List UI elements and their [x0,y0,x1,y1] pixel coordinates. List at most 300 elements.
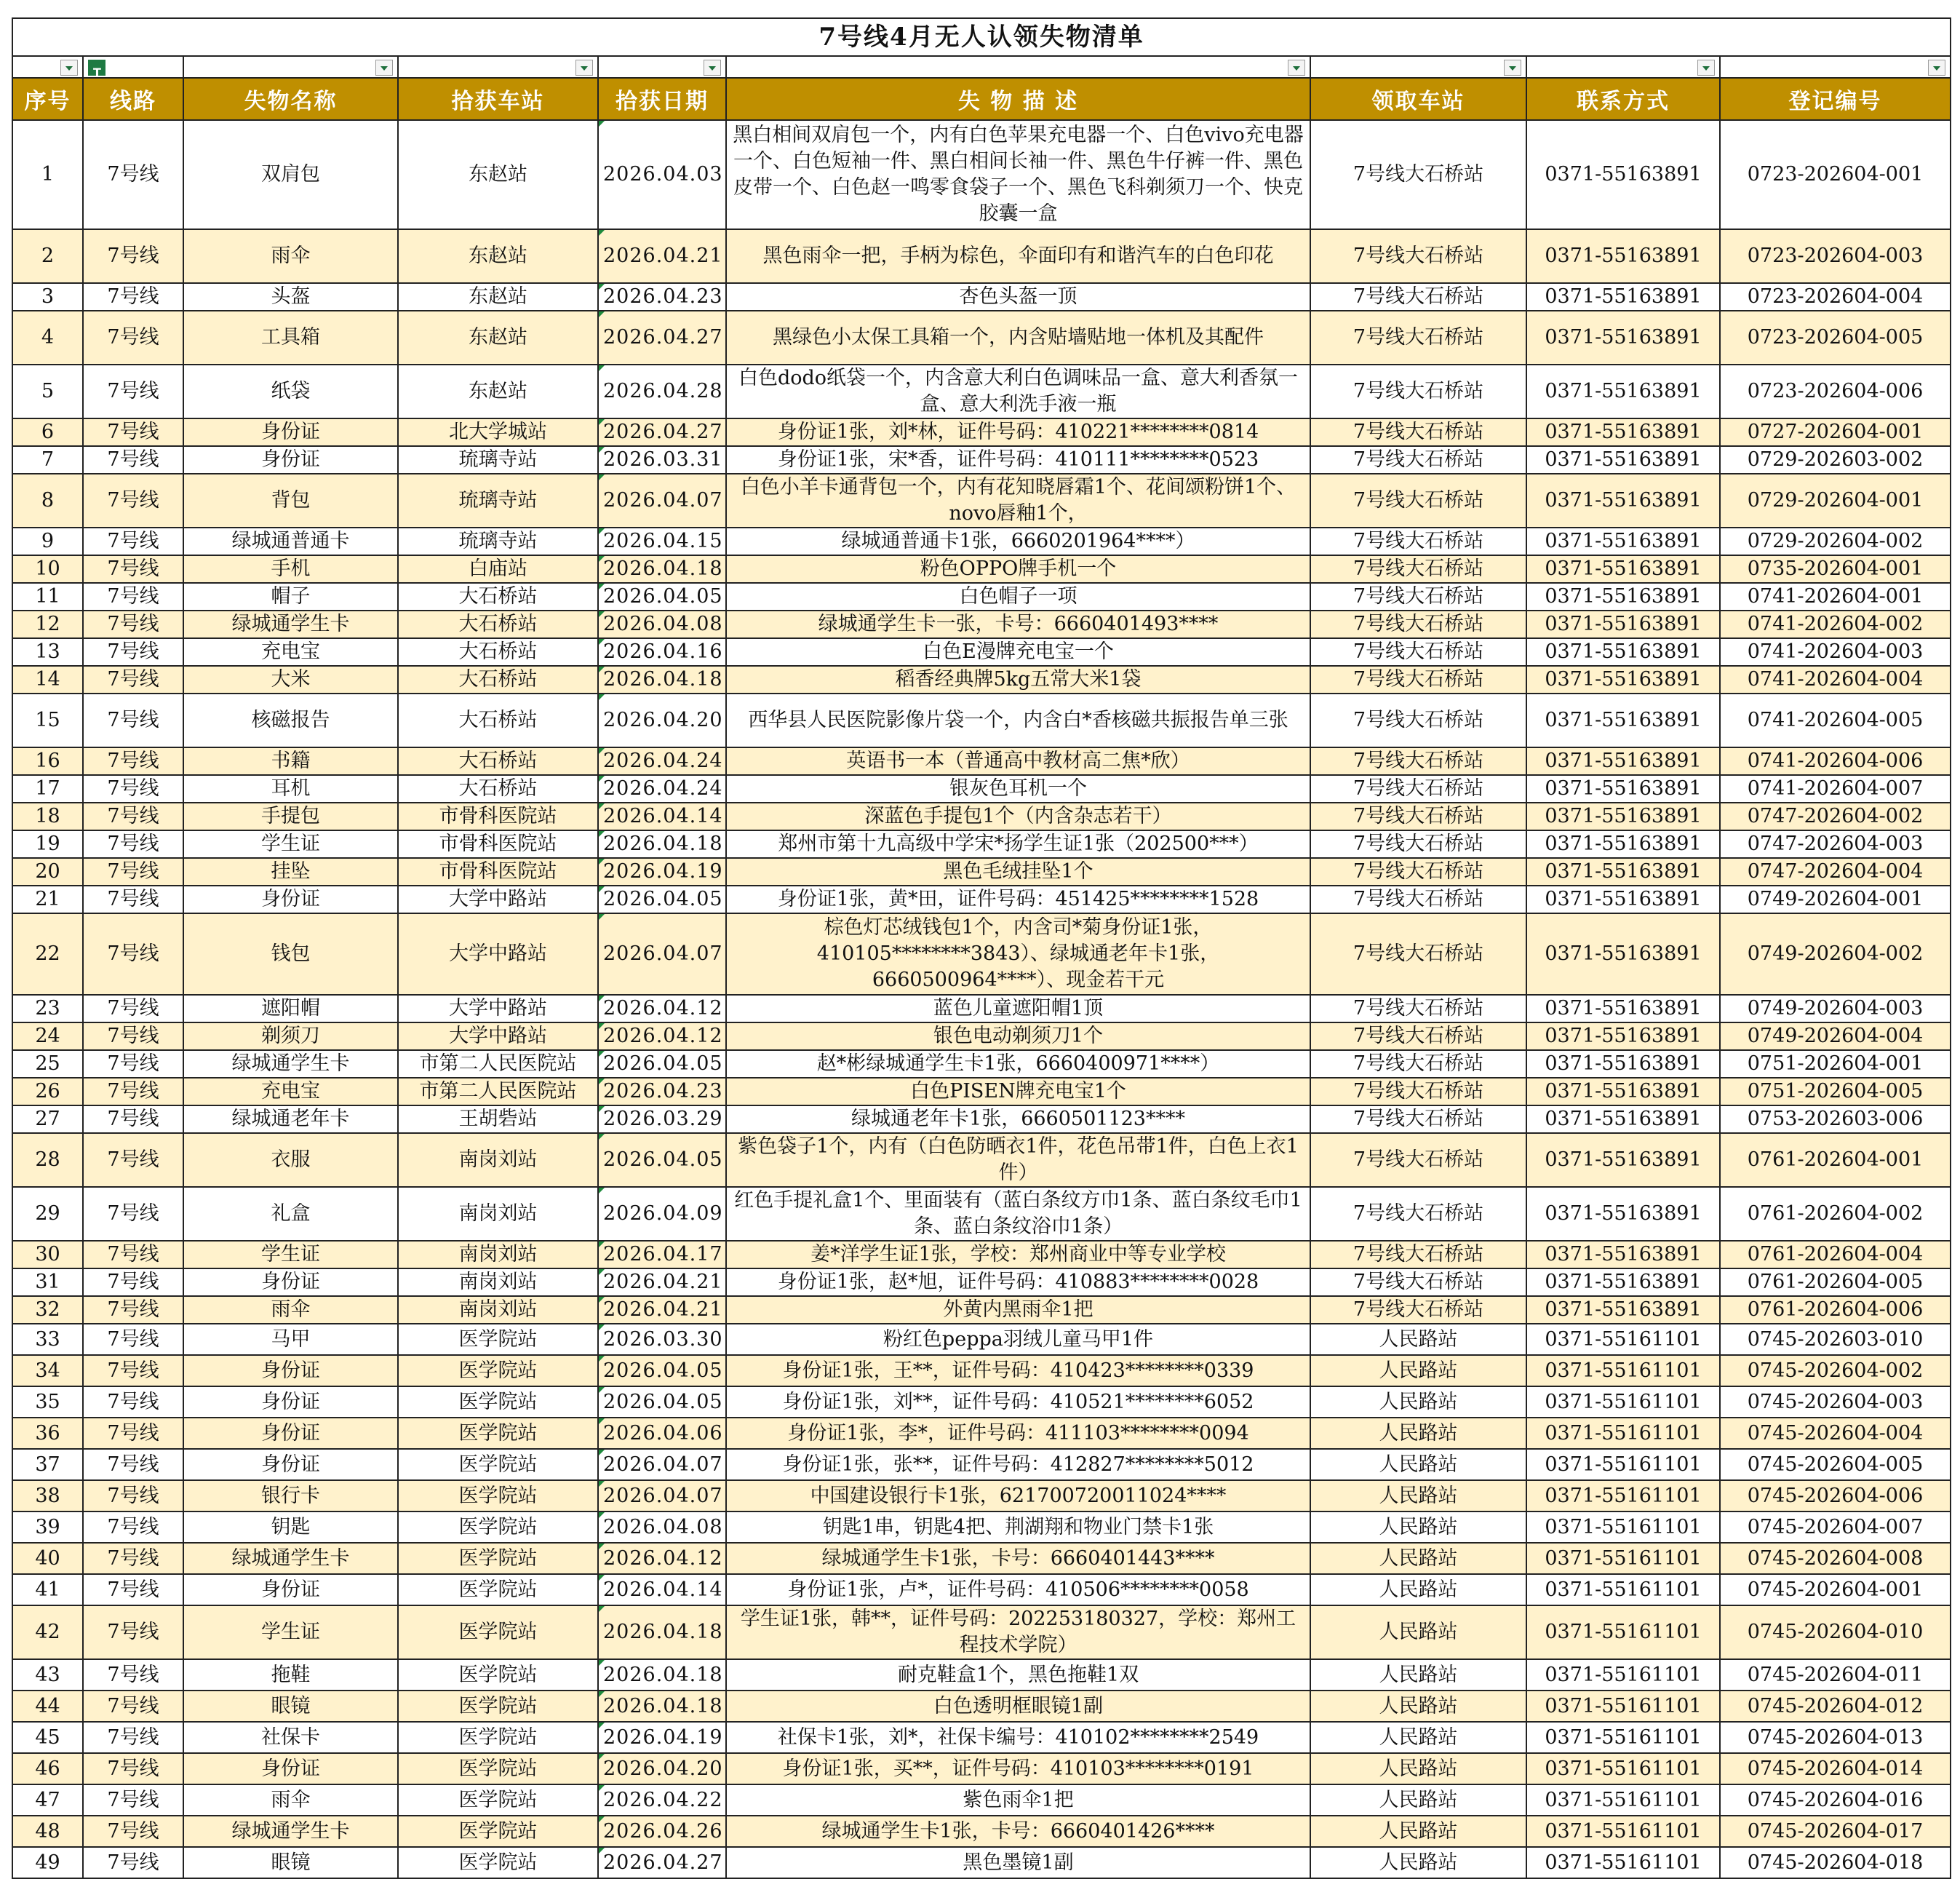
header-line[interactable]: 线路 [83,78,183,120]
cell-phone[interactable]: 0371-55161101 [1526,1847,1720,1878]
cell-line[interactable]: 7号线 [83,1050,183,1078]
cell-item[interactable]: 身份证 [183,1449,398,1480]
cell-no[interactable]: 16 [12,747,83,775]
cell-pickup[interactable]: 人民路站 [1310,1355,1526,1386]
cell-station[interactable]: 市骨科医院站 [398,830,598,858]
cell-station[interactable]: 北大学城站 [398,418,598,446]
filter-dropdown-icon[interactable] [375,60,393,76]
table-row[interactable] [12,1268,1951,1296]
cell-station[interactable]: 市骨科医院站 [398,803,598,830]
cell-station[interactable]: 医学院站 [398,1722,598,1753]
cell-date[interactable]: 2026.04.19 [598,1722,726,1753]
cell-line[interactable]: 7号线 [83,1753,183,1784]
cell-desc[interactable]: 外黄内黑雨伞1把 [726,1296,1310,1324]
cell-pickup[interactable]: 人民路站 [1310,1691,1526,1722]
table-row[interactable] [12,1753,1951,1784]
cell-phone[interactable]: 0371-55163891 [1526,1022,1720,1050]
cell-no[interactable]: 1 [12,120,83,229]
cell-phone[interactable]: 0371-55163891 [1526,995,1720,1022]
cell-desc[interactable]: 身份证1张，赵*旭，证件号码：410883********0028 [726,1268,1310,1296]
cell-desc[interactable]: 白色帽子一项 [726,583,1310,611]
cell-phone[interactable]: 0371-55161101 [1526,1386,1720,1418]
table-row[interactable] [12,1659,1951,1691]
cell-phone[interactable]: 0371-55163891 [1526,858,1720,886]
table-row[interactable] [12,1355,1951,1386]
cell-line[interactable]: 7号线 [83,1386,183,1418]
table-row[interactable] [12,830,1951,858]
cell-reg[interactable]: 0741-202604-003 [1720,638,1951,666]
table-row[interactable] [12,311,1951,365]
cell-line[interactable]: 7号线 [83,1847,183,1878]
cell-date[interactable]: 2026.04.12 [598,1543,726,1574]
cell-reg[interactable]: 0753-202603-006 [1720,1105,1951,1133]
cell-station[interactable]: 大石桥站 [398,747,598,775]
cell-no[interactable]: 17 [12,775,83,803]
cell-item[interactable]: 雨伞 [183,1296,398,1324]
table-row[interactable] [12,283,1951,311]
cell-reg[interactable]: 0729-202603-002 [1720,446,1951,474]
cell-no[interactable]: 2 [12,229,83,283]
cell-no[interactable]: 15 [12,694,83,747]
cell-pickup[interactable]: 7号线大石桥站 [1310,747,1526,775]
cell-desc[interactable]: 稻香经典牌5kg五常大米1袋 [726,666,1310,694]
cell-item[interactable]: 双肩包 [183,120,398,229]
cell-no[interactable]: 27 [12,1105,83,1133]
cell-date[interactable]: 2026.04.05 [598,886,726,913]
cell-pickup[interactable]: 7号线大石桥站 [1310,1078,1526,1105]
cell-item[interactable]: 身份证 [183,1386,398,1418]
cell-phone[interactable]: 0371-55163891 [1526,1078,1720,1105]
cell-pickup[interactable]: 7号线大石桥站 [1310,1268,1526,1296]
cell-item[interactable]: 大米 [183,666,398,694]
cell-date[interactable]: 2026.04.08 [598,1511,726,1543]
header-pickup[interactable]: 领取车站 [1310,78,1526,120]
cell-no[interactable]: 4 [12,311,83,365]
cell-no[interactable]: 34 [12,1355,83,1386]
cell-desc[interactable]: 姜*洋学生证1张，学校：郑州商业中等专业学校 [726,1241,1310,1268]
cell-item[interactable]: 马甲 [183,1324,398,1355]
cell-phone[interactable]: 0371-55161101 [1526,1418,1720,1449]
cell-station[interactable]: 大石桥站 [398,583,598,611]
cell-pickup[interactable]: 人民路站 [1310,1753,1526,1784]
cell-desc[interactable]: 深蓝色手提包1个（内含杂志若干） [726,803,1310,830]
cell-no[interactable]: 5 [12,365,83,418]
cell-phone[interactable]: 0371-55163891 [1526,120,1720,229]
cell-phone[interactable]: 0371-55163891 [1526,611,1720,638]
cell-pickup[interactable]: 人民路站 [1310,1543,1526,1574]
table-row[interactable] [12,747,1951,775]
cell-pickup[interactable]: 7号线大石桥站 [1310,830,1526,858]
cell-phone[interactable]: 0371-55161101 [1526,1691,1720,1722]
cell-pickup[interactable]: 人民路站 [1310,1449,1526,1480]
table-row[interactable] [12,528,1951,555]
cell-station[interactable]: 医学院站 [398,1480,598,1511]
table-row[interactable] [12,1386,1951,1418]
cell-no[interactable]: 11 [12,583,83,611]
cell-line[interactable]: 7号线 [83,1511,183,1543]
cell-no[interactable]: 6 [12,418,83,446]
cell-item[interactable]: 背包 [183,474,398,528]
cell-reg[interactable]: 0745-202604-005 [1720,1449,1951,1480]
cell-date[interactable]: 2026.04.28 [598,365,726,418]
cell-station[interactable]: 南岗刘站 [398,1296,598,1324]
table-row[interactable] [12,1480,1951,1511]
cell-date[interactable]: 2026.04.20 [598,694,726,747]
cell-phone[interactable]: 0371-55163891 [1526,1105,1720,1133]
cell-station[interactable]: 大学中路站 [398,1022,598,1050]
cell-phone[interactable]: 0371-55163891 [1526,1241,1720,1268]
cell-line[interactable]: 7号线 [83,229,183,283]
table-row[interactable] [12,666,1951,694]
table-row[interactable] [12,1418,1951,1449]
cell-pickup[interactable]: 7号线大石桥站 [1310,283,1526,311]
header-station[interactable]: 拾获车站 [398,78,598,120]
cell-station[interactable]: 大石桥站 [398,638,598,666]
cell-item[interactable]: 剃须刀 [183,1022,398,1050]
cell-phone[interactable]: 0371-55163891 [1526,830,1720,858]
cell-reg[interactable]: 0745-202604-012 [1720,1691,1951,1722]
cell-station[interactable]: 医学院站 [398,1386,598,1418]
cell-phone[interactable]: 0371-55161101 [1526,1605,1720,1659]
cell-no[interactable]: 48 [12,1816,83,1847]
filter-dropdown-icon[interactable] [1697,60,1715,76]
cell-date[interactable]: 2026.04.27 [598,1847,726,1878]
cell-pickup[interactable]: 7号线大石桥站 [1310,666,1526,694]
cell-desc[interactable]: 身份证1张，黄*田，证件号码：451425********1528 [726,886,1310,913]
cell-date[interactable]: 2026.03.31 [598,446,726,474]
cell-line[interactable]: 7号线 [83,886,183,913]
cell-pickup[interactable]: 人民路站 [1310,1816,1526,1847]
cell-station[interactable]: 医学院站 [398,1511,598,1543]
cell-no[interactable]: 14 [12,666,83,694]
cell-item[interactable]: 头盔 [183,283,398,311]
cell-date[interactable]: 2026.04.24 [598,775,726,803]
filter-dropdown-icon[interactable] [575,60,593,76]
cell-pickup[interactable]: 人民路站 [1310,1324,1526,1355]
cell-pickup[interactable]: 7号线大石桥站 [1310,1187,1526,1241]
cell-no[interactable]: 30 [12,1241,83,1268]
cell-reg[interactable]: 0747-202604-004 [1720,858,1951,886]
cell-desc[interactable]: 白色PISEN牌充电宝1个 [726,1078,1310,1105]
cell-no[interactable]: 21 [12,886,83,913]
cell-pickup[interactable]: 7号线大石桥站 [1310,120,1526,229]
cell-desc[interactable]: 白色透明框眼镜1副 [726,1691,1310,1722]
cell-date[interactable]: 2026.04.05 [598,1133,726,1187]
cell-pickup[interactable]: 7号线大石桥站 [1310,1296,1526,1324]
cell-station[interactable]: 东赵站 [398,229,598,283]
cell-desc[interactable]: 紫色雨伞1把 [726,1784,1310,1816]
cell-date[interactable]: 2026.04.07 [598,474,726,528]
cell-line[interactable]: 7号线 [83,1816,183,1847]
table-row[interactable] [12,638,1951,666]
cell-phone[interactable]: 0371-55161101 [1526,1324,1720,1355]
cell-line[interactable]: 7号线 [83,555,183,583]
cell-reg[interactable]: 0745-202604-013 [1720,1722,1951,1753]
cell-line[interactable]: 7号线 [83,1784,183,1816]
cell-date[interactable]: 2026.03.29 [598,1105,726,1133]
cell-item[interactable]: 遮阳帽 [183,995,398,1022]
cell-item[interactable]: 社保卡 [183,1722,398,1753]
cell-desc[interactable]: 身份证1张，卢*，证件号码：410506********0058 [726,1574,1310,1605]
table-row[interactable] [12,1078,1951,1105]
cell-phone[interactable]: 0371-55163891 [1526,583,1720,611]
cell-station[interactable]: 大学中路站 [398,995,598,1022]
cell-no[interactable]: 39 [12,1511,83,1543]
cell-phone[interactable]: 0371-55161101 [1526,1355,1720,1386]
cell-reg[interactable]: 0749-202604-004 [1720,1022,1951,1050]
cell-desc[interactable]: 粉红色peppa羽绒儿童马甲1件 [726,1324,1310,1355]
cell-pickup[interactable]: 7号线大石桥站 [1310,611,1526,638]
cell-item[interactable]: 绿城通学生卡 [183,611,398,638]
cell-station[interactable]: 大石桥站 [398,694,598,747]
cell-desc[interactable]: 学生证1张，韩**，证件号码：202253180327，学校：郑州工程技术学院） [726,1605,1310,1659]
cell-date[interactable]: 2026.04.27 [598,311,726,365]
cell-item[interactable]: 钱包 [183,913,398,995]
cell-pickup[interactable]: 7号线大石桥站 [1310,365,1526,418]
cell-phone[interactable]: 0371-55161101 [1526,1816,1720,1847]
cell-date[interactable]: 2026.03.30 [598,1324,726,1355]
cell-no[interactable]: 22 [12,913,83,995]
table-row[interactable] [12,120,1951,229]
cell-reg[interactable]: 0723-202604-006 [1720,365,1951,418]
cell-date[interactable]: 2026.04.12 [598,995,726,1022]
cell-date[interactable]: 2026.04.14 [598,803,726,830]
cell-item[interactable]: 身份证 [183,1753,398,1784]
cell-desc[interactable]: 蓝色儿童遮阳帽1顶 [726,995,1310,1022]
cell-reg[interactable]: 0747-202604-002 [1720,803,1951,830]
cell-line[interactable]: 7号线 [83,1449,183,1480]
cell-date[interactable]: 2026.04.07 [598,1480,726,1511]
cell-pickup[interactable]: 人民路站 [1310,1722,1526,1753]
cell-station[interactable]: 琉璃寺站 [398,474,598,528]
cell-no[interactable]: 47 [12,1784,83,1816]
cell-item[interactable]: 工具箱 [183,311,398,365]
table-row[interactable] [12,1691,1951,1722]
cell-reg[interactable]: 0727-202604-001 [1720,418,1951,446]
cell-reg[interactable]: 0745-202604-003 [1720,1386,1951,1418]
cell-no[interactable]: 49 [12,1847,83,1878]
cell-line[interactable]: 7号线 [83,1480,183,1511]
table-row[interactable] [12,229,1951,283]
cell-desc[interactable]: 钥匙1串，钥匙4把、荆湖翔和物业门禁卡1张 [726,1511,1310,1543]
cell-date[interactable]: 2026.04.15 [598,528,726,555]
cell-line[interactable]: 7号线 [83,666,183,694]
cell-reg[interactable]: 0723-202604-004 [1720,283,1951,311]
cell-line[interactable]: 7号线 [83,1268,183,1296]
table-row[interactable] [12,1296,1951,1324]
cell-item[interactable]: 钥匙 [183,1511,398,1543]
cell-station[interactable]: 东赵站 [398,283,598,311]
cell-pickup[interactable]: 7号线大石桥站 [1310,858,1526,886]
cell-no[interactable]: 31 [12,1268,83,1296]
cell-date[interactable]: 2026.04.12 [598,1022,726,1050]
cell-reg[interactable]: 0745-202603-010 [1720,1324,1951,1355]
cell-station[interactable]: 医学院站 [398,1449,598,1480]
table-row[interactable] [12,1847,1951,1878]
cell-reg[interactable]: 0741-202604-007 [1720,775,1951,803]
cell-pickup[interactable]: 7号线大石桥站 [1310,229,1526,283]
cell-desc[interactable]: 黑色毛绒挂坠1个 [726,858,1310,886]
cell-item[interactable]: 身份证 [183,1355,398,1386]
table-row[interactable] [12,858,1951,886]
cell-phone[interactable]: 0371-55161101 [1526,1480,1720,1511]
table-row[interactable] [12,446,1951,474]
cell-station[interactable]: 南岗刘站 [398,1241,598,1268]
cell-desc[interactable]: 英语书一本（普通高中教材高二焦*欣） [726,747,1310,775]
cell-reg[interactable]: 0749-202604-003 [1720,995,1951,1022]
cell-line[interactable]: 7号线 [83,418,183,446]
cell-phone[interactable]: 0371-55163891 [1526,1050,1720,1078]
filter-dropdown-icon[interactable] [1504,60,1521,76]
cell-reg[interactable]: 0745-202604-010 [1720,1605,1951,1659]
cell-item[interactable]: 衣服 [183,1133,398,1187]
cell-item[interactable]: 学生证 [183,830,398,858]
cell-station[interactable]: 东赵站 [398,311,598,365]
cell-reg[interactable]: 0745-202604-016 [1720,1784,1951,1816]
cell-phone[interactable]: 0371-55163891 [1526,418,1720,446]
cell-pickup[interactable]: 人民路站 [1310,1784,1526,1816]
cell-pickup[interactable]: 7号线大石桥站 [1310,418,1526,446]
cell-item[interactable]: 绿城通老年卡 [183,1105,398,1133]
header-no[interactable]: 序号 [12,78,83,120]
cell-phone[interactable]: 0371-55163891 [1526,775,1720,803]
cell-station[interactable]: 市第二人民医院站 [398,1078,598,1105]
cell-phone[interactable]: 0371-55161101 [1526,1659,1720,1691]
cell-date[interactable]: 2026.04.20 [598,1753,726,1784]
cell-desc[interactable]: 绿城通学生卡1张，卡号：6660401426**** [726,1816,1310,1847]
cell-desc[interactable]: 银色电动剃须刀1个 [726,1022,1310,1050]
filter-dropdown-icon[interactable] [60,60,78,76]
table-row[interactable] [12,886,1951,913]
cell-desc[interactable]: 赵*彬绿城通学生卡1张，6660400971****） [726,1050,1310,1078]
cell-no[interactable]: 44 [12,1691,83,1722]
cell-phone[interactable]: 0371-55163891 [1526,913,1720,995]
header-item[interactable]: 失物名称 [183,78,398,120]
cell-pickup[interactable]: 7号线大石桥站 [1310,474,1526,528]
cell-desc[interactable]: 身份证1张，宋*香，证件号码：410111********0523 [726,446,1310,474]
cell-station[interactable]: 医学院站 [398,1753,598,1784]
cell-no[interactable]: 3 [12,283,83,311]
cell-desc[interactable]: 红色手提礼盒1个、里面装有（蓝白条纹方巾1条、蓝白条纹毛巾1条、蓝白条纹浴巾1条） [726,1187,1310,1241]
cell-line[interactable]: 7号线 [83,1296,183,1324]
cell-no[interactable]: 12 [12,611,83,638]
cell-line[interactable]: 7号线 [83,283,183,311]
cell-line[interactable]: 7号线 [83,365,183,418]
header-reg[interactable]: 登记编号 [1720,78,1951,120]
cell-line[interactable]: 7号线 [83,311,183,365]
cell-station[interactable]: 南岗刘站 [398,1133,598,1187]
cell-station[interactable]: 医学院站 [398,1784,598,1816]
cell-line[interactable]: 7号线 [83,583,183,611]
cell-desc[interactable]: 耐克鞋盒1个，黑色拖鞋1双 [726,1659,1310,1691]
cell-date[interactable]: 2026.04.27 [598,418,726,446]
cell-reg[interactable]: 0745-202604-011 [1720,1659,1951,1691]
cell-phone[interactable]: 0371-55163891 [1526,1187,1720,1241]
cell-reg[interactable]: 0723-202604-005 [1720,311,1951,365]
cell-pickup[interactable]: 人民路站 [1310,1511,1526,1543]
cell-phone[interactable]: 0371-55163891 [1526,1296,1720,1324]
cell-reg[interactable]: 0761-202604-005 [1720,1268,1951,1296]
cell-date[interactable]: 2026.04.07 [598,913,726,995]
cell-reg[interactable]: 0761-202604-001 [1720,1133,1951,1187]
cell-no[interactable]: 7 [12,446,83,474]
cell-no[interactable]: 19 [12,830,83,858]
cell-station[interactable]: 东赵站 [398,365,598,418]
cell-date[interactable]: 2026.04.14 [598,1574,726,1605]
table-row[interactable] [12,1105,1951,1133]
table-row[interactable] [12,1511,1951,1543]
cell-item[interactable]: 书籍 [183,747,398,775]
cell-desc[interactable]: 社保卡1张，刘*，社保卡编号：410102********2549 [726,1722,1310,1753]
cell-no[interactable]: 18 [12,803,83,830]
cell-phone[interactable]: 0371-55163891 [1526,474,1720,528]
cell-no[interactable]: 25 [12,1050,83,1078]
cell-item[interactable]: 拖鞋 [183,1659,398,1691]
cell-item[interactable]: 手提包 [183,803,398,830]
cell-date[interactable]: 2026.04.21 [598,229,726,283]
cell-desc[interactable]: 粉色OPPO牌手机一个 [726,555,1310,583]
cell-no[interactable]: 26 [12,1078,83,1105]
cell-desc[interactable]: 黑色墨镜1副 [726,1847,1310,1878]
cell-no[interactable]: 20 [12,858,83,886]
cell-phone[interactable]: 0371-55163891 [1526,886,1720,913]
cell-pickup[interactable]: 7号线大石桥站 [1310,995,1526,1022]
cell-line[interactable]: 7号线 [83,775,183,803]
cell-phone[interactable]: 0371-55163891 [1526,555,1720,583]
cell-desc[interactable]: 棕色灯芯绒钱包1个，内含司*菊身份证1张，410105********3843）、绿城通老年卡1张，6660500964****）、现金若干元 [726,913,1310,995]
cell-line[interactable]: 7号线 [83,1324,183,1355]
cell-pickup[interactable]: 人民路站 [1310,1386,1526,1418]
cell-date[interactable]: 2026.04.18 [598,830,726,858]
cell-no[interactable]: 32 [12,1296,83,1324]
cell-phone[interactable]: 0371-55161101 [1526,1574,1720,1605]
cell-pickup[interactable]: 7号线大石桥站 [1310,694,1526,747]
cell-item[interactable]: 雨伞 [183,229,398,283]
cell-date[interactable]: 2026.04.19 [598,858,726,886]
cell-date[interactable]: 2026.04.16 [598,638,726,666]
cell-no[interactable]: 43 [12,1659,83,1691]
cell-desc[interactable]: 黑色雨伞一把，手柄为棕色，伞面印有和谐汽车的白色印花 [726,229,1310,283]
cell-line[interactable]: 7号线 [83,1133,183,1187]
table-row[interactable] [12,611,1951,638]
cell-station[interactable]: 大石桥站 [398,611,598,638]
table-row[interactable] [12,1050,1951,1078]
cell-desc[interactable]: 身份证1张，王**，证件号码：410423********0339 [726,1355,1310,1386]
table-row[interactable] [12,365,1951,418]
cell-pickup[interactable]: 人民路站 [1310,1418,1526,1449]
cell-line[interactable]: 7号线 [83,995,183,1022]
cell-station[interactable]: 医学院站 [398,1816,598,1847]
cell-station[interactable]: 南岗刘站 [398,1268,598,1296]
cell-reg[interactable]: 0723-202604-001 [1720,120,1951,229]
cell-line[interactable]: 7号线 [83,1659,183,1691]
cell-station[interactable]: 琉璃寺站 [398,528,598,555]
cell-pickup[interactable]: 人民路站 [1310,1659,1526,1691]
table-row[interactable] [12,1449,1951,1480]
cell-station[interactable]: 大石桥站 [398,666,598,694]
cell-no[interactable]: 33 [12,1324,83,1355]
cell-station[interactable]: 王胡砦站 [398,1105,598,1133]
cell-no[interactable]: 24 [12,1022,83,1050]
cell-reg[interactable]: 0745-202604-006 [1720,1480,1951,1511]
cell-phone[interactable]: 0371-55161101 [1526,1784,1720,1816]
cell-desc[interactable]: 绿城通学生卡1张，卡号：6660401443**** [726,1543,1310,1574]
filter-dropdown-icon[interactable] [1928,60,1945,76]
cell-item[interactable]: 眼镜 [183,1691,398,1722]
cell-line[interactable]: 7号线 [83,120,183,229]
cell-phone[interactable]: 0371-55161101 [1526,1449,1720,1480]
table-row[interactable] [12,913,1951,995]
